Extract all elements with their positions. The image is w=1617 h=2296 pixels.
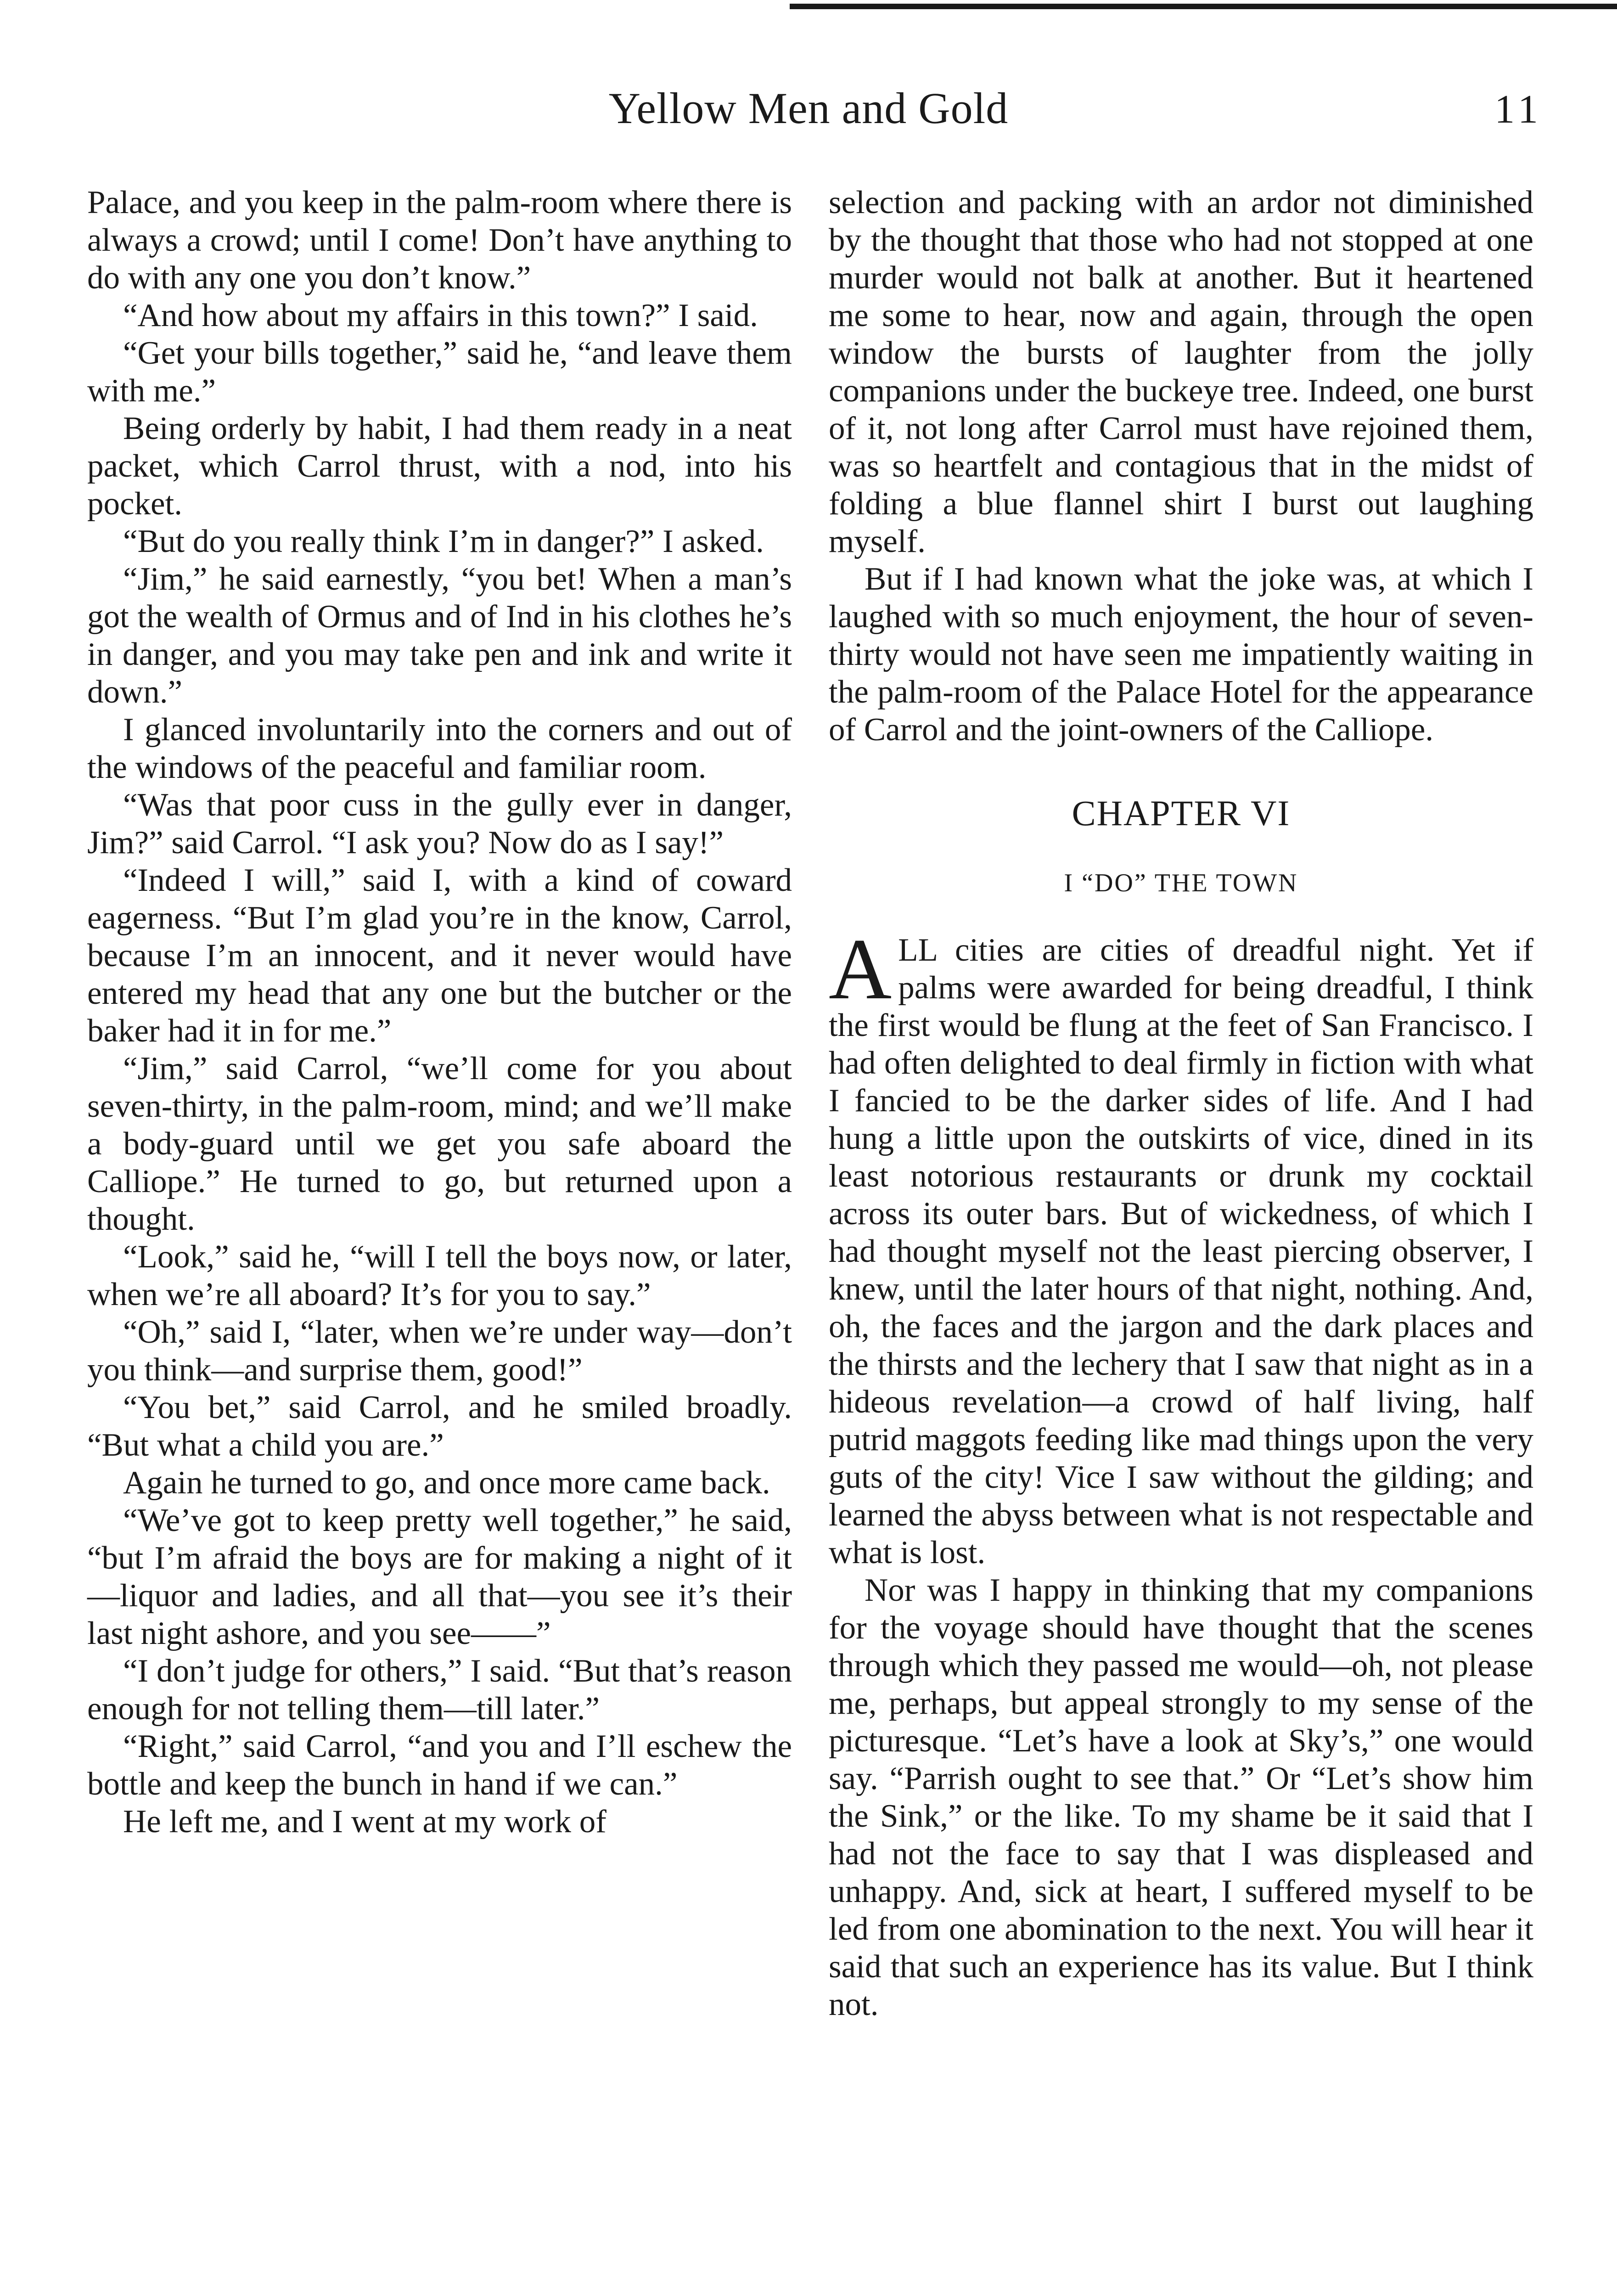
paragraph: “I don’t judge for others,” I said. “But that’s reason enough for not telling them—till later.”: [87, 1653, 792, 1727]
right-column: [829, 184, 1533, 2023]
paragraph: “Look,” said he, “will I tell the boys now, or later, when we’re all aboard? It’s for you to say.”: [87, 1239, 792, 1312]
paragraph: “You bet,” said Carrol, and he smiled broadly. “But what a child you are.”: [87, 1390, 792, 1463]
paragraph: Nor was I happy in thinking that my companions for the voyage should have thought that the scenes through which they passed me would—oh, not please me, perhaps, but appeal strongly to my sense of the picturesque. “Let’s have a look at Sky’s,” one would say. “Parrish ought to see that.” Or “Let’s show him the Sink,” or the like. To my shame be it said that I had not the face to say that I was displeased and unhappy. And, sick at heart, I suffered myself to be led from one abomination to the next. You will hear it said that such an experience has its value. But I think not.: [829, 1572, 1533, 2022]
paragraph: “We’ve got to keep pretty well together,” he said, “but I’m afraid the boys are for making a night of it—liquor and ladies, and all that—you see it’s their last night ashore, and you see——”: [87, 1503, 792, 1651]
paragraph: “Get your bills together,” said he, “and leave them with me.”: [87, 335, 792, 409]
paragraph: “Jim,” said Carrol, “we’ll come for you about seven-thirty, in the palm-room, mind; and we’ll make a body-guard until we get you safe aboard the Calliope.” He turned to go, but returned upon a thought.: [87, 1051, 792, 1237]
paragraph: “But do you really think I’m in danger?” I asked.: [123, 523, 764, 559]
chapter-opening-paragraph: [829, 921, 1533, 1571]
paragraph: “And how about my affairs in this town?” I said.: [123, 298, 758, 333]
paragraph: “Oh,” said I, “later, when we’re under way—don’t you think—and surprise them, good!”: [87, 1314, 792, 1388]
paragraph: “Indeed I will,” said I, with a kind of coward eagerness. “But I’m glad you’re in the know, Carrol, because I’m an innocent, and it never would have entered my head that any one but the butcher or the baker had it in for me.”: [87, 862, 792, 1049]
paragraph: Being orderly by habit, I had them ready in a neat packet, which Carrol thrust, with a nod, into his pocket.: [87, 411, 792, 522]
paragraph: He left me, and I went at my work of: [123, 1804, 606, 1840]
paragraph: Palace, and you keep in the palm-room where there is always a crowd; until I come! Don’t have anything to do with any one you don’t know.”: [87, 185, 792, 296]
paragraph: selection and packing with an ardor not diminished by the thought that those who had not stopped at one murder would not balk at another. But it heartened me some to hear, now and again, through the open window the bursts of laughter from the jolly companions under the buckeye tree. Indeed, one burst of it, not long after Carrol must have rejoined them, was so heartfelt and contagious that in the midst of folding a blue flannel shirt I burst out laughing myself.: [829, 185, 1533, 559]
paragraph: I glanced involuntarily into the corners and out of the windows of the peaceful and familiar room.: [87, 712, 792, 785]
left-column: [87, 184, 792, 1840]
top-rule: [790, 4, 1617, 9]
chapter-title: CHAPTER VI: [1072, 793, 1291, 833]
paragraph: “Was that poor cuss in the gully ever in danger, Jim?” said Carrol. “I ask you? Now do as I say!”: [87, 787, 792, 861]
drop-cap: A: [829, 921, 892, 1018]
chapter-opening-text: LL cities are cities of dreadful night. Yet if palms were awarded for being dreadful, I think the first would be flung at the feet of San Francisco. I had often delighted to deal firmly in fiction with what I fancied to be the darker sides of life. And I had hung a little upon the outskirts of vice, dined in its least notorious restaurants or drunk my cocktail across its outer bars. But of wickedness, of which I had thought myself not the least piercing observer, I knew, until the later hours of that night, nothing. And, oh, the faces and the jargon and the dark places and the thirsts and the lechery that I saw that night as in a hideous revelation—a crowd of half living, half putrid maggots feeding like mad things upon the very guts of the city! Vice I saw without the gilding; and learned the abyss between what is not respectable and what is lost.: [829, 932, 1533, 1570]
page-number: 11: [1494, 87, 1543, 132]
paragraph: But if I had known what the joke was, at which I laughed with so much enjoyment, the hour of seven-thirty would not have seen me impatiently waiting in the palm-room of the Palace Hotel for the appearance of Carrol and the joint-owners of the Calliope.: [829, 561, 1533, 748]
paragraph: Again he turned to go, and once more came back.: [123, 1465, 770, 1501]
chapter-subtitle: I “DO” THE TOWN: [1064, 869, 1298, 897]
paragraph: “Jim,” he said earnestly, “you bet! When a man’s got the wealth of Ormus and of Ind in his clothes he’s in danger, and you may take pen and ink and write it down.”: [87, 561, 792, 710]
paragraph: “Right,” said Carrol, “and you and I’ll eschew the bottle and keep the bunch in hand if we can.”: [87, 1728, 792, 1802]
running-title: Yellow Men and Gold: [608, 84, 1009, 133]
